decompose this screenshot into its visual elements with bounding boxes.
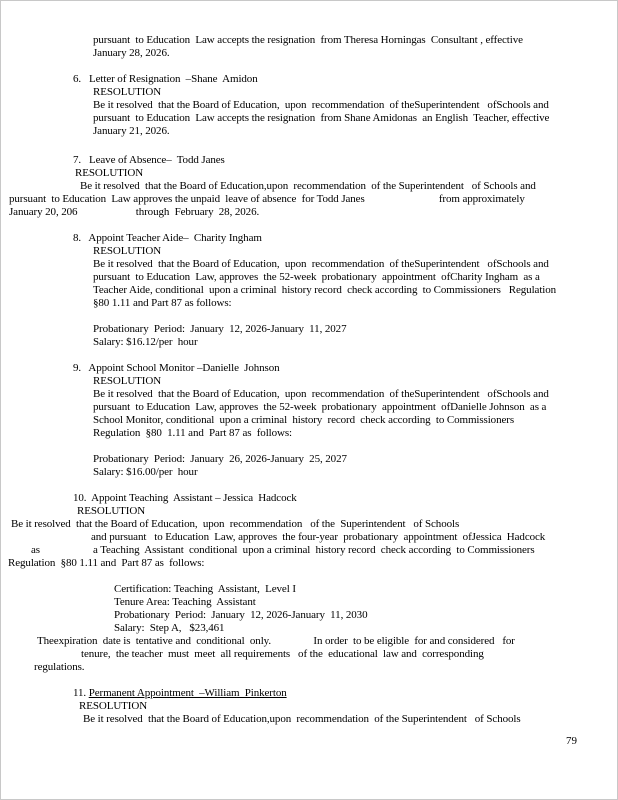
text-run: RESOLUTION [93,245,162,257]
text-line [114,622,224,635]
text-line [73,687,287,700]
text-line [114,583,296,596]
text-line [93,466,198,479]
text-run: Tenure Area: Teaching Assistant [114,596,256,608]
text-run: RESOLUTION [77,505,146,517]
text-line [81,648,484,661]
text-run: pursuant to Education Law, approves the 52-week probationary appointment ofDanielle Johnson as a [93,401,547,413]
text-run: 11. [73,687,89,699]
text-run: 10. Appoint Teaching Assistant – Jessica Hadcock [73,492,297,504]
text-line [93,284,556,297]
text-run: RESOLUTION [75,167,144,179]
text-run: pursuant to Education Law approves the unpaid leave of absence for Todd Janes from approximately [9,193,525,205]
text-run: 8. Appoint Teacher Aide– Charity Ingham [73,232,262,244]
text-line [9,206,259,219]
text-run: Be it resolved that the Board of Education, upon recommendation of theSuperintendent ofSchools and [93,99,549,111]
text-line [93,99,549,112]
text-run: Probationary Period: January 26, 2026-January 25, 2027 [93,453,347,465]
text-run: Be it resolved that the Board of Education,upon recommendation of the Superintendent of Schools and [80,180,536,192]
text-run: RESOLUTION [93,86,162,98]
text-line [93,375,161,388]
text-run: Certification: Teaching Assistant, Level I [114,583,296,595]
text-run: as a Teaching Assistant conditional upon a criminal history record check according to Commissioners [31,544,535,556]
text-run: Teacher Aide, conditional upon a criminal history record check according to Commissioners Regulation [93,284,557,296]
text-line [73,362,280,375]
text-run: tenure, the teacher must meet all requirements of the educational law and corresponding [81,648,484,660]
text-run: Salary: Step A, $23,461 [114,622,225,634]
text-line [34,661,84,674]
text-run: pursuant to Education Law accepts the resignation from Theresa Horningas Consultant , effective [93,34,523,46]
text-run: January 21, 2026. [93,125,170,137]
text-run: RESOLUTION [79,700,148,712]
text-run: Be it resolved that the Board of Education, upon recommendation of theSuperintendent ofSchools and [93,258,549,270]
text-line [77,505,145,518]
text-run: and pursuant to Education Law, approves the four-year probationary appointment ofJessica Hadcock [91,531,546,543]
text-run: Regulation §80 1.11 and Part 87 as follows: [93,427,292,439]
text-run: Probationary Period: January 12, 2026-January 11, 2030 [114,609,368,621]
text-run: Probationary Period: January 12, 2026-January 11, 2027 [93,323,347,335]
text-run: Be it resolved that the Board of Education,upon recommendation of the Superintendent of Schools [83,713,521,725]
text-line [93,323,346,336]
text-line [83,713,521,726]
text-line [114,596,256,609]
underlined-heading-text: Permanent Appointment –William Pinkerton [88,687,287,699]
text-run: Salary: $16.12/per hour [93,336,198,348]
text-line [93,47,170,60]
text-run: January 28, 2026. [93,47,170,59]
text-run: regulations. [34,661,85,673]
text-run: 9. Appoint School Monitor –Danielle Johnson [73,362,280,374]
text-line [73,492,297,505]
text-line [93,86,161,99]
text-line [37,635,515,648]
text-run: Theexpiration date is tentative and conditional only. In order to be eligible for and considered for [37,635,515,647]
text-run: pursuant to Education Law accepts the resignation from Shane Amidonas an English Teacher, effective [93,112,550,124]
text-run: January 20, 206 through February 28, 2026. [9,206,260,218]
text-run: Regulation §80 1.11 and Part 87 as follows: [8,557,205,569]
text-run: Be it resolved that the Board of Education, upon recommendation of theSuperintendent ofSchools and [93,388,549,400]
text-run: 7. Leave of Absence– Todd Janes [73,154,225,166]
text-line [93,336,198,349]
text-line [91,531,545,544]
text-run: 6. Letter of Resignation –Shane Amidon [73,73,258,85]
text-line [93,297,231,310]
text-line [79,700,147,713]
text-run: Be it resolved that the Board of Education, upon recommendation of the Superintendent of Schools [11,518,460,530]
text-line [114,609,367,622]
text-line [80,180,536,193]
text-run: RESOLUTION [93,375,162,387]
text-line [31,544,535,557]
text-line [75,167,143,180]
text-line [93,271,540,284]
text-line [93,453,347,466]
text-line [73,73,258,86]
text-line [93,34,523,47]
text-line [9,193,525,206]
text-line [8,557,204,570]
text-run: School Monitor, conditional upon a criminal history record check according to Commissioners [93,414,515,426]
text-run: pursuant to Education Law, approves the 52-week probationary appointment ofCharity Ingham as a [93,271,540,283]
text-line [93,388,549,401]
text-line [93,427,292,440]
text-line [93,414,514,427]
text-run: Salary: $16.00/per hour [93,466,198,478]
text-line [93,125,170,138]
text-run: §80 1.11 and Part 87 as follows: [93,297,232,309]
text-line [73,232,262,245]
page-number: 79 [566,735,577,747]
text-line [93,245,161,258]
text-line [93,112,549,125]
text-line [93,401,546,414]
text-line [11,518,459,531]
text-line [93,258,549,271]
text-line [73,154,225,167]
